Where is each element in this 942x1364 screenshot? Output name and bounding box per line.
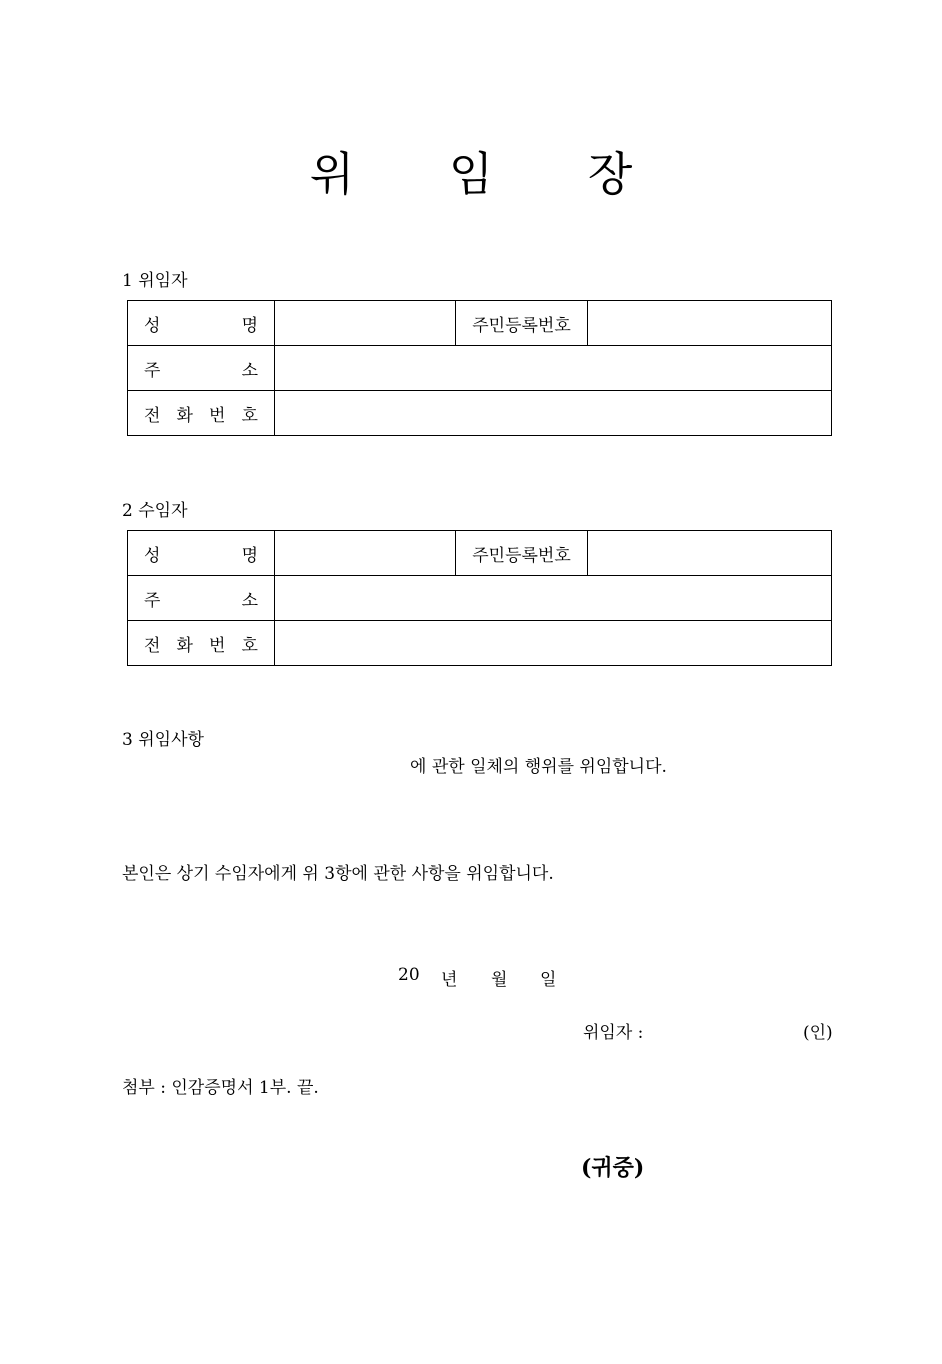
date-year-label: 년 xyxy=(441,970,458,990)
phone-label: 전 화 번 호 xyxy=(128,391,275,436)
date-day-label: 일 xyxy=(540,970,557,990)
delegate-heading: 2 수임자 xyxy=(122,501,188,521)
statement-text: 본인은 상기 수임자에게 위 3항에 관한 사항을 위임합니다. xyxy=(122,864,554,884)
delegator-heading: 1 위임자 xyxy=(122,271,188,291)
phone-field[interactable] xyxy=(275,621,832,666)
rrn-label: 주민등록번호 xyxy=(456,531,588,576)
delegator-table xyxy=(127,300,832,436)
matters-heading: 3 위임사항 xyxy=(122,730,204,750)
address-field[interactable] xyxy=(275,576,832,621)
seal-mark: (인) xyxy=(803,1023,833,1043)
matters-line: 에 관한 일체의 행위를 위임합니다. xyxy=(410,757,667,777)
signature-label: 위임자 : xyxy=(583,1023,644,1043)
closing-recipient: (귀중) xyxy=(581,1155,645,1181)
table-row xyxy=(128,621,832,666)
phone-field[interactable] xyxy=(275,391,832,436)
delegate-table xyxy=(127,530,832,666)
address-label: 주 소 xyxy=(128,576,275,621)
document-title: 위 임 장 xyxy=(309,147,673,201)
table-row xyxy=(128,391,832,436)
phone-label: 전 화 번 호 xyxy=(128,621,275,666)
name-label: 성 명 xyxy=(128,301,275,346)
table-row xyxy=(128,346,832,391)
attachment-note: 첨부 : 인감증명서 1부. 끝. xyxy=(122,1078,319,1098)
table-row xyxy=(128,576,832,621)
table-row xyxy=(128,301,832,346)
name-field[interactable] xyxy=(275,301,456,346)
address-field[interactable] xyxy=(275,346,832,391)
address-label: 주 소 xyxy=(128,346,275,391)
name-label: 성 명 xyxy=(128,531,275,576)
name-field[interactable] xyxy=(275,531,456,576)
date-year-prefix: 20 xyxy=(398,965,420,985)
rrn-field[interactable] xyxy=(588,301,832,346)
rrn-label: 주민등록번호 xyxy=(456,301,588,346)
table-row xyxy=(128,531,832,576)
rrn-field[interactable] xyxy=(588,531,832,576)
date-month-label: 월 xyxy=(491,970,508,990)
